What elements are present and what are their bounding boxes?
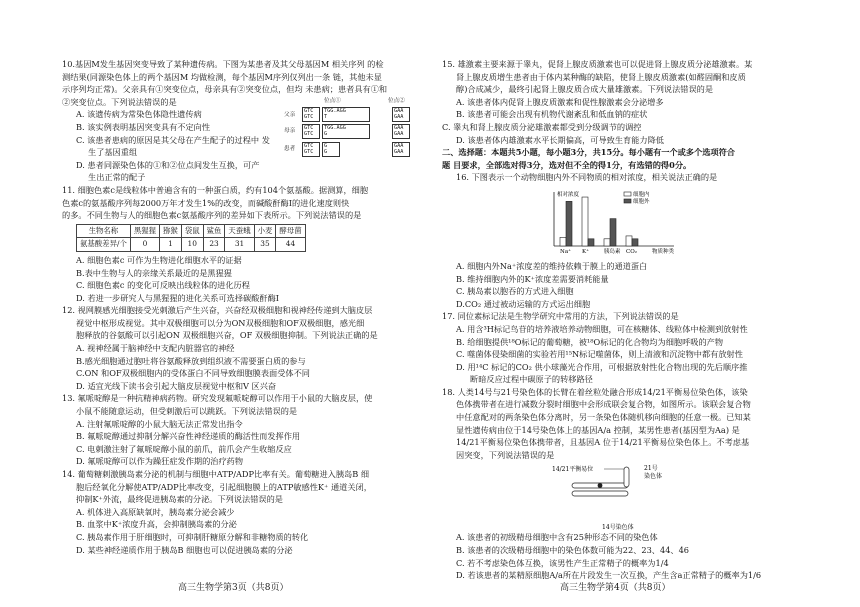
q15-stem-line: 15. 雄激素主要来源于睾丸，促肾上腺皮质激素也可以促进肾上腺皮质分泌雄激素。某 <box>442 59 753 69</box>
q18-option-c: C. 若不考虑染色体互换，该男性产生正常精子的概率为1/4 <box>456 557 669 568</box>
cytochrome-c-table <box>76 224 306 252</box>
category-label: K⁺ <box>582 248 590 255</box>
y-axis-label: 相对浓度 <box>557 191 580 198</box>
q18-option-a: A. 该患者的初级精母细胞中含有25种形态不同的染色体 <box>456 532 658 543</box>
row-label-father: 父亲 <box>284 112 296 119</box>
patient-mid-box: G G <box>322 142 340 157</box>
q18-option-b: B. 该患者的次级精母细胞中的染色体数可能为22、23、44、46 <box>456 545 690 556</box>
q14-option-c: C. 胰岛素作用于肝细胞时，可抑制肝糖原分解和非糖物质的转化 <box>76 531 309 542</box>
table-cell: 23 <box>203 238 225 252</box>
q10-option-a: A. 该遗传病为常染色体隐性遗传病 <box>76 109 202 120</box>
mother-mid-box: TGG.AGG G <box>322 124 370 139</box>
mother-site1-box: GTC GTC <box>302 124 320 139</box>
bar <box>566 201 572 246</box>
q12-stem-line: 12. 视网膜感光细胞接受光刺激后产生兴奋，兴奋经双极细胞和视神经传递到大脑皮层 <box>62 305 373 316</box>
q18-stem-line: 18. 人类14号与21号染色体的长臂在着丝粒处融合形成14/21平衡易位染色体，该染 <box>442 386 748 397</box>
bar <box>610 219 616 246</box>
question-10 <box>62 58 430 184</box>
q10-option-b: B. 该实例表明基因突变具有不定向性 <box>76 121 211 132</box>
centromere <box>598 484 603 489</box>
row-label-patient: 患者 <box>284 146 296 153</box>
question-16 <box>442 171 810 310</box>
q11-stem-line: 的多。不同生物与人的细胞色素c氨基酸序列的差异如下表所示。下列说法错误的是 <box>62 210 362 221</box>
q12-stem-line: 视觉中枢形成视觉。其中双极细胞可以分为ON双极细胞和OF双极细胞，感光细 <box>76 317 365 328</box>
right-page-column <box>442 58 810 582</box>
table-cell: 天蚕蛾 <box>225 224 254 238</box>
left-page-column <box>62 58 430 556</box>
q17-stem: 17. 同位素标记法是生物学研究中常用的方法，下列说法错误的是 <box>442 311 679 322</box>
q15-stem-line: 醇)合成减少，最终引起肾上腺皮质合成大量雄激素。下列说法错误的是 <box>456 84 714 95</box>
q14-stem-line: 抑制K⁺外流，最终促进胰岛素的分泌。下列说法错误的是 <box>76 494 283 505</box>
q11-option-c: C. 细胞色素c 的变化可反映出线粒体的进化历程 <box>76 280 250 291</box>
q15-option-b: B. 该患者可能会出现有机物代谢紊乱和低血钠的症状 <box>456 109 648 120</box>
q13-stem-line: 小鼠不能随意运动，但受刺激后可以跳跃。下列说法错误的是 <box>76 406 298 417</box>
page-footer-left: 高三生物学第3页（共8页） <box>178 583 289 593</box>
q16-stem: 16. 下图表示一个动物细胞内外不同物质的相对浓度，相关说法正确的是 <box>456 172 718 183</box>
question-17 <box>442 310 810 386</box>
q14-stem-line: 胞后经氧化分解使ATP/ADP比率改变，引起细胞膜上的ATP敏感性K⁺ 通道关闭， <box>76 481 372 492</box>
q12-option-d: D. 适宜光线下读书会引起大脑皮层视觉中枢和V 区兴奋 <box>76 380 277 391</box>
father-site1-box: GTC GTC <box>302 107 320 122</box>
legend-inside: 细胞内 <box>633 191 650 198</box>
q18-stem-line: 因突变，下列说法错误的是 <box>456 449 555 460</box>
table-row <box>77 238 306 252</box>
section-2-line: 题 目要求，全部选对得3分，选对但不全的得1分，有选错的得0分。 <box>442 159 692 170</box>
category-label: 胰岛素 <box>604 248 621 255</box>
q18-stem-line: 显性遗传病由位于14号染色体上的基因A/a 控制，某男性患者(基因型为Aa) 是 <box>456 424 740 435</box>
table-cell: 猕猴 <box>160 224 182 238</box>
father-site2-box: GAA GAA <box>392 107 410 122</box>
bar <box>632 239 638 246</box>
patient-site1-box: GTC GTC <box>302 142 320 157</box>
concentration-chart <box>542 186 692 258</box>
q14-option-b: B. 血浆中K⁺浓度升高，会抑制胰岛素的分泌 <box>76 519 237 530</box>
q16-option-a: A. 细胞内外Na⁺浓度差的维持依赖于膜上的通道蛋白 <box>456 260 648 271</box>
table-cell: 10 <box>181 238 203 252</box>
q14-stem-line: 14. 葡萄糖刺激胰岛素分泌的机制与细胞中ATP/ADP比率有关。葡萄糖进入胰岛B 细 <box>62 469 370 479</box>
q13-option-c: C. 电刺激注射了氟哌啶醇小鼠的前爪，前爪会产生收缩反应 <box>76 443 292 454</box>
legend-swatch-inside <box>624 192 631 196</box>
q16-option-c: C. 胰岛素以胞吞的方式进入细胞 <box>456 286 574 297</box>
table-cell: 酵母菌 <box>276 224 305 238</box>
gene-sequence-figure <box>284 98 432 186</box>
q10-option-d: D. 患者同源染色体的①和②位点间发生互换，可产 <box>76 159 260 170</box>
chromosome-14 <box>572 491 628 496</box>
bar <box>626 236 632 246</box>
table-cell: 小麦 <box>254 224 276 238</box>
q12-option-a: A. 视神经属于脑神经中支配内脏器官的神经 <box>76 343 235 354</box>
q10-stem-line: 测结果(同源染色体上的两个基因M 均做检测，每个基因M序列仅列出一条 链，其他未显 <box>62 71 382 82</box>
label-translocation: 14/21平衡易位 <box>552 466 594 474</box>
category-label: CO₂ <box>626 248 637 255</box>
concentration-chart-svg <box>542 186 692 258</box>
section-2-header <box>442 146 810 171</box>
table-cell: 44 <box>276 238 305 252</box>
mother-site2-box: GAA GAA <box>392 124 410 139</box>
table-cell: 袋鼠 <box>181 224 203 238</box>
x-axis-label: 物质种类 <box>652 248 675 255</box>
table-cell: 35 <box>254 238 276 252</box>
q17-option-d-cont: 断暗反应过程中碳原子的转移路径 <box>470 374 593 385</box>
q17-option-c: C. 噬菌体侵染细菌的实验若用¹⁵N标记噬菌体，则上清液和沉淀物中都有放射性 <box>456 349 743 360</box>
table-cell: 1 <box>160 238 182 252</box>
table-cell: 0 <box>130 238 159 252</box>
father-mid-box: TGG.AGG T <box>322 107 370 122</box>
question-13 <box>62 392 430 468</box>
q17-option-b: B. 给细胞提供¹⁸O标记的葡萄糖，被¹⁸O标记的化合物均为细胞呼吸的产物 <box>456 336 724 347</box>
q18-stem-line: 14/21平衡易位染色体携带者，且基因A 位于14/21平衡易位染色体上。不考虑基 <box>456 437 750 448</box>
q13-option-a: A. 注射氟哌啶醇的小鼠大脑无法正常发出指令 <box>76 418 243 429</box>
q13-option-d: D. 氟哌啶醇可以作为躁狂症发作期的治疗药物 <box>76 456 244 467</box>
q11-stem-line: 色素c的氨基酸序列每2000万年才发生1%的改变，而碱酸酐酶Ⅰ的进化速度则快 <box>62 197 350 208</box>
q10-stem-line: 示序列均正常)。父亲具有①突变位点，母亲具有②突变位点，但均 未患病；患者具有①和 <box>62 84 388 95</box>
bar <box>604 239 610 246</box>
table-cell: 31 <box>225 238 254 252</box>
label-21: 21号 <box>644 465 658 473</box>
question-14 <box>62 468 430 556</box>
q10-stem-line: 10.基因M发生基因突变导致了某种遗传病。下图为某患者及其父母基因M 相关序列 的检 <box>62 59 384 69</box>
category-label: Na⁺ <box>560 248 571 255</box>
chromosome-21 <box>624 467 629 487</box>
q15-stem-line: 肾上腺皮质增生患者由于体内某种酶的缺陷，使肾上腺皮质激素(如醛固酮和皮质 <box>456 71 746 82</box>
q17-option-a: A. 用含³H标记鸟苷的培养液培养动物细胞，可在核糖体、线粒体中检测到放射性 <box>456 323 748 334</box>
q13-option-b: B. 氟哌啶醇通过抑制分解兴奋性神经递质的酶活性而发挥作用 <box>76 431 301 442</box>
q18-option-d: D. 若该患者的某精原细胞A/a所在片段发生一次互换，产生含a正常精子的概率为1/6 <box>456 570 762 581</box>
q18-stem-line: 色体携带者在进行减数分裂时细胞中会形成联会复合物，如图所示。该联会复合物 <box>456 399 751 410</box>
table-header-row <box>77 224 306 238</box>
section-2-line: 二、选择题：本题共5小题，每小题3分，共15分。每小题有一个或多个选项符合 <box>442 147 735 158</box>
q15-option-c: C. 睾丸和肾上腺皮质分泌雄激素都受到分级调节的调控 <box>442 121 642 132</box>
q14-option-d: D. 某些神经递质作用于胰岛B 细胞也可以促进胰岛素的分泌 <box>76 544 293 555</box>
q10-option-c: C. 该患者患病的原因是其父母在产生配子的过程中 发 <box>76 134 270 145</box>
synapsis-figure <box>552 461 702 531</box>
q16-option-b: B. 维持细胞内外的K⁺浓度差需要消耗能量 <box>456 273 609 284</box>
q10-option-d-cont: 生出正常的配子 <box>88 172 146 183</box>
q11-option-d: D. 若进一步研究人与黑猩猩的进化关系可选择碳酸酐酶Ⅰ <box>76 292 280 303</box>
q10-stem-line: ②突变位点。下列说法错误的是 <box>62 96 177 107</box>
question-15 <box>442 58 810 146</box>
bar <box>582 197 588 246</box>
q12-stem-line: 胞释放的谷氨酸可以引起ON 双极细胞兴奋，OF 双极细胞抑制。下列说法正确的是 <box>76 330 378 341</box>
bar <box>588 239 594 246</box>
q13-stem-line: 13. 氟哌啶醇是一种抗精神病药物。研究发现氟哌啶醇可以作用于小鼠的大脑皮层，使 <box>62 393 373 404</box>
q16-option-d: D.CO₂ 通过被动运输的方式运出细胞 <box>456 298 591 309</box>
row-label-mother: 母亲 <box>284 128 296 135</box>
patient-site2-box: GAA GAA <box>392 142 410 157</box>
q14-option-a: A. 机体进入高原缺氧时，胰岛素分泌会减少 <box>76 506 235 517</box>
q11-option-a: A. 细胞色素c 可作为生物进化细胞水平的证据 <box>76 254 242 265</box>
label-21b: 染色体 <box>644 473 663 481</box>
table-cell: 黑猩猩 <box>130 224 159 238</box>
q18-stem-line: 中任意配对的两条染色体分离时，另一条染色体随机移向细胞的任意一极。已知某 <box>456 412 751 423</box>
site1-label: 位点① <box>324 98 341 105</box>
bar <box>560 237 566 246</box>
q12-option-c: C.ON 和OF双极细胞内的受体蛋白不同导致细胞膜表面受体不同 <box>76 368 310 379</box>
q11-stem-line: 11. 细胞色素c是线粒体中普遍含有的一种蛋白质，约有104个氨基酸。据测算，细胞 <box>62 184 369 195</box>
q17-option-d: D. 用¹⁴C 标记的CO₂ 供小球藻光合作用，可根据放射性化合物出现的先后顺序推 <box>456 361 748 372</box>
table-cell: 鲨鱼 <box>203 224 225 238</box>
site2-label: 位点② <box>388 98 405 105</box>
synapsis-figure-svg <box>552 461 702 531</box>
question-11 <box>62 184 430 304</box>
legend-outside: 细胞外 <box>633 198 650 205</box>
table-cell: 氨基酸差异/个 <box>77 238 131 252</box>
question-18 <box>442 386 810 582</box>
q11-option-b: B.表中生物与人的亲缘关系最近的是黑猩猩 <box>76 267 232 278</box>
q15-option-d: D. 该患者体内雄激素水平长期偏高，可导致生育能力降低 <box>456 134 664 145</box>
question-12 <box>62 304 430 392</box>
page-footer-right: 高三生物学第4页（共8页） <box>560 583 671 593</box>
table-cell: 生物名称 <box>77 224 131 238</box>
q15-option-a: A. 该患者体内促肾上腺皮质激素和促性腺激素会分泌增多 <box>456 96 664 107</box>
q10-option-c-cont: 生了基因重组 <box>88 147 138 158</box>
legend-swatch-outside <box>624 199 631 203</box>
label-14: 14号染色体 <box>602 524 634 532</box>
q12-option-b: B.感光细胞通过胞吐将谷氨酸释放到组织液不需要蛋白质的参与 <box>76 355 306 366</box>
